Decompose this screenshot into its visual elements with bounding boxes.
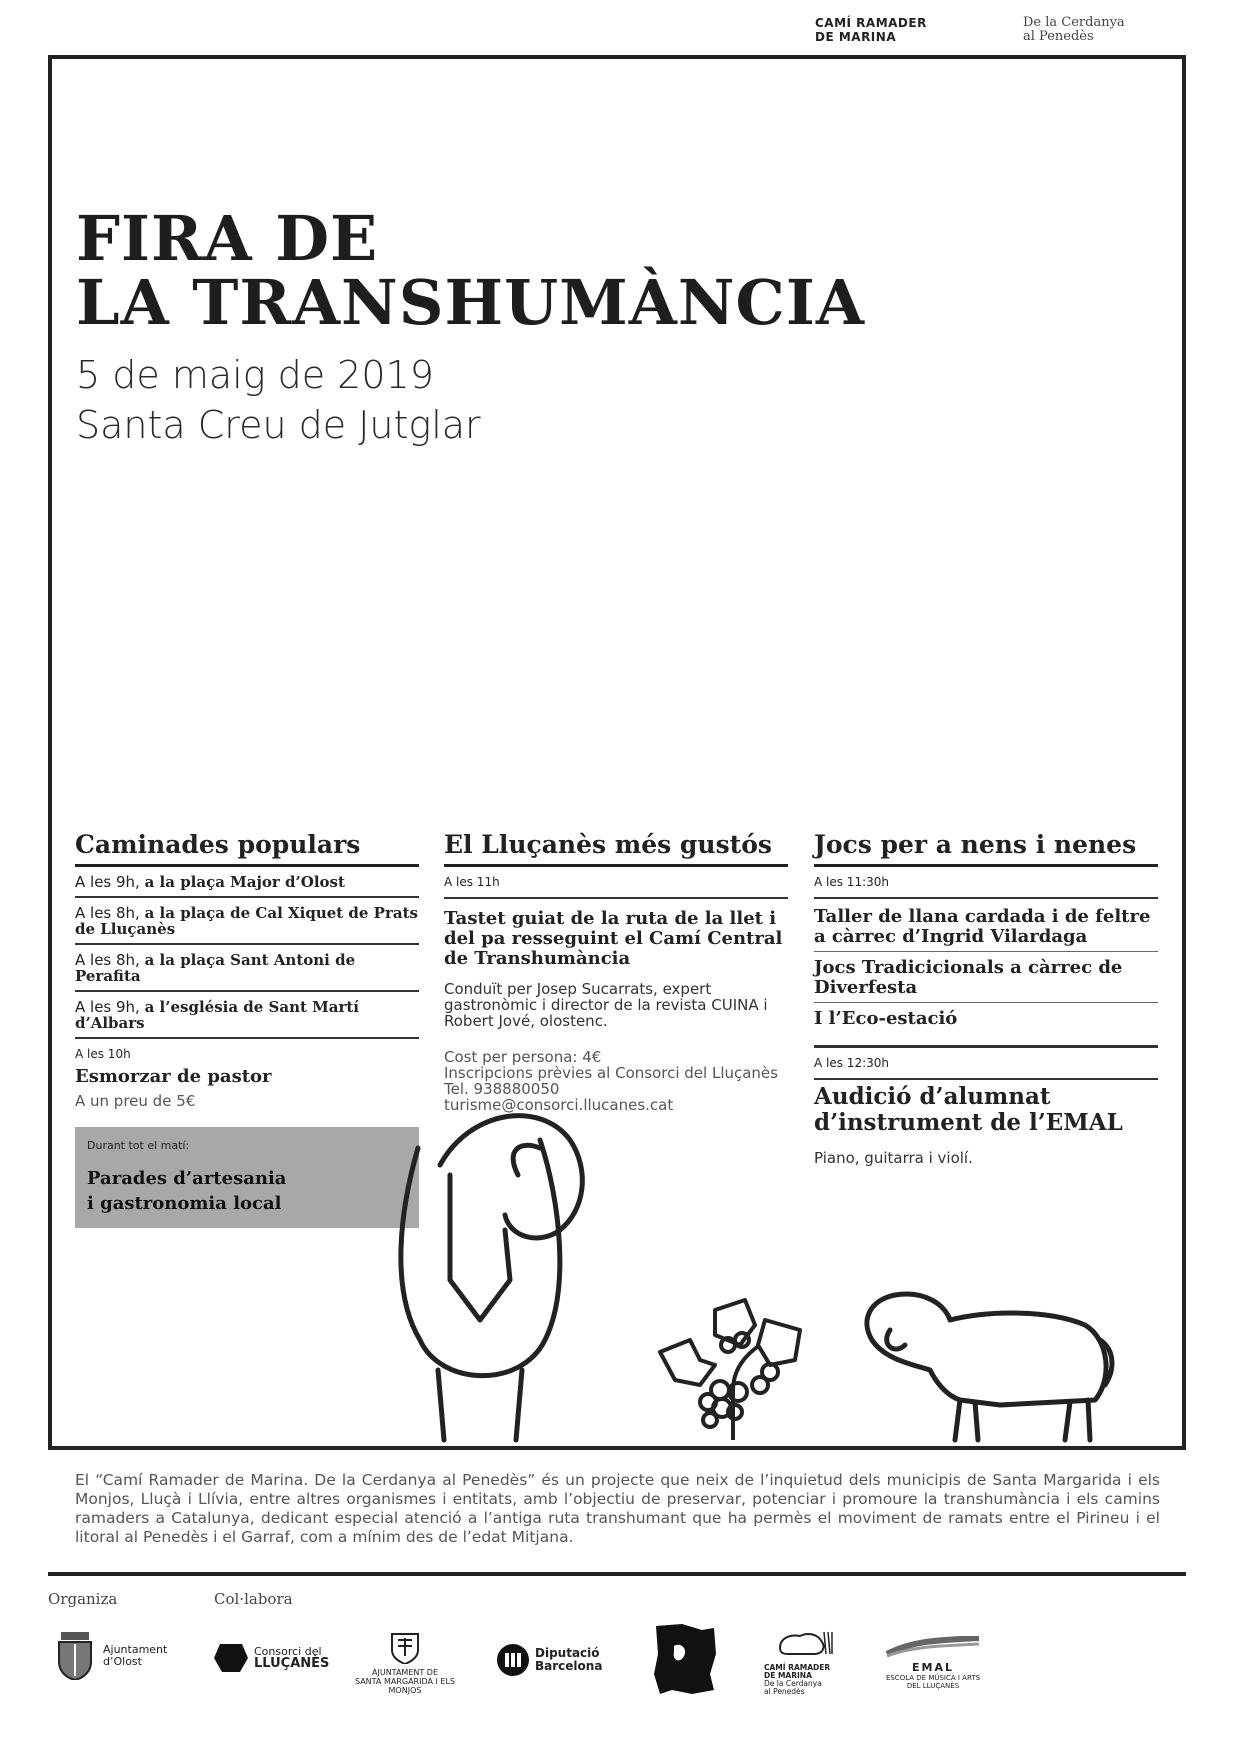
- olost-shield-icon: [55, 1632, 95, 1680]
- title-line-2: LA TRANSHUMÀNCIA: [76, 266, 866, 339]
- consorci-name-2: LLUÇANÈS: [254, 1656, 330, 1671]
- tasting-title: Tastet guiat de la ruta de la llet i del pa resseguint el Camí Central de Transhumància: [444, 908, 783, 969]
- footer-divider: [48, 1572, 1186, 1576]
- monjos-shield-icon: [390, 1630, 420, 1664]
- cami-name-1: CAMÍ RAMADER: [764, 1663, 831, 1672]
- concert-line-1: Audició d’alumnat: [814, 1083, 1051, 1110]
- tasting-email: turisme@consorci.llucanes.cat: [444, 1096, 674, 1114]
- brand-line-1: CAMÍ RAMADER: [815, 16, 927, 30]
- title-line-1: FIRA DE: [76, 202, 379, 275]
- tasting-guide: Conduït per Josep Sucarrats, expert gastronòmic i director de la revista CUINA i Robert Jové, olostenc.: [444, 980, 768, 1030]
- breakfast-time: A les 10h: [75, 1047, 131, 1061]
- concert-sub: Piano, guitarra i violí.: [814, 1149, 973, 1167]
- event-date: 5 de maig de 2019: [76, 353, 434, 397]
- games-time: A les 11:30h: [814, 875, 1158, 899]
- consorci-logo: [214, 1642, 329, 1674]
- route-line-1: De la Cerdanya: [1023, 15, 1125, 30]
- game-item: Jocs Tradicicionals a càrrec de Diverfesta: [814, 952, 1158, 1003]
- concert-line-2: d’instrument de l’EMAL: [814, 1109, 1123, 1136]
- emal-name-2: ESCOLA DE MÚSICA I ARTS: [885, 1674, 981, 1682]
- breakfast-price: A un preu de 5€: [75, 1092, 196, 1110]
- walks-heading: Caminades populars: [75, 828, 419, 867]
- route-line-2: al Penedès: [1023, 29, 1094, 44]
- organiza-label: Organiza: [48, 1590, 118, 1608]
- monjos-logo: [345, 1630, 465, 1695]
- cami-name-2: DE MARINA: [764, 1671, 812, 1680]
- small-sheep-illustration: [867, 1294, 1112, 1440]
- walk-item: A les 8h, a la plaça Sant Antoni de Perafita: [75, 945, 419, 992]
- market-label: Durant tot el matí:: [87, 1139, 190, 1152]
- tasting-cost: Cost per persona: 4€: [444, 1048, 602, 1066]
- market-line-1: Parades d’artesania: [87, 1168, 287, 1189]
- tasting-phone: Tel. 938880050: [444, 1080, 560, 1098]
- emal-name-1: EMAL: [912, 1661, 954, 1674]
- olost-logo: [55, 1632, 167, 1680]
- tasting-heading: El Lluçanès més gustós: [444, 828, 788, 867]
- collabora-label: Col·labora: [214, 1590, 293, 1608]
- olost-name-2: d’Olost: [103, 1655, 142, 1668]
- large-sheep-illustration: [401, 1116, 582, 1440]
- walk-item: A les 8h, a la plaça de Cal Xiquet de Prats de Lluçanès: [75, 898, 419, 945]
- emal-name-3: DEL LLUÇANÈS: [906, 1682, 960, 1690]
- diputacio-name-2: Barcelona: [535, 1659, 603, 1673]
- concert-time: A les 12:30h: [814, 1056, 1158, 1080]
- game-item: I l’Eco-estació: [814, 1003, 1158, 1048]
- map-logo: [652, 1624, 718, 1694]
- emal-wave-icon: [883, 1636, 983, 1658]
- tasting-signup: Inscripcions prèvies al Consorci del Lluçanès: [444, 1064, 778, 1082]
- diputacio-logo: [497, 1644, 602, 1676]
- cami-name-4: al Penedès: [764, 1687, 805, 1696]
- monjos-name-2: SANTA MARGARIDA I ELS MONJOS: [354, 1677, 455, 1695]
- cami-sheep-icon: [774, 1628, 834, 1660]
- consorci-mark-icon: [214, 1642, 248, 1674]
- olost-name-1: Ajuntament: [103, 1643, 168, 1656]
- cami-logo: [764, 1628, 844, 1696]
- game-item: Taller de llana cardada i de feltre a càrrec d’Ingrid Vilardaga: [814, 899, 1158, 952]
- diputacio-name-1: Diputació: [535, 1646, 600, 1660]
- brand-line-2: DE MARINA: [815, 30, 897, 44]
- project-description: El “Camí Ramader de Marina. De la Cerdanya al Penedès” és un projecte que neix de l’inquietud dels municipis de Santa Margarida i els Monjos, Lluçà i Llívia, entre altres organismes i entitats, amb l’objectiu de preservar, potenciar i promoure la transhumància i els camins ramaders a Catalunya, dedicant especial atenció a l’antiga ruta transhumant que ha permès el moviment de ramats entre el Pirineu i el litoral al Penedès i el Garraf, com a mínim des de l’edat Mitjana.: [75, 1471, 1160, 1546]
- emal-logo: [878, 1636, 988, 1690]
- games-heading: Jocs per a nens i nenes: [814, 828, 1158, 867]
- walk-item: A les 9h, a l’església de Sant Martí d’Albars: [75, 992, 419, 1039]
- market-line-2: i gastronomia local: [87, 1193, 282, 1214]
- monjos-name-1: AJUNTAMENT DE: [372, 1668, 438, 1677]
- event-place: Santa Creu de Jutglar: [76, 403, 481, 447]
- consorci-name-1: Consorci del: [254, 1645, 322, 1658]
- map-silhouette-icon: [652, 1624, 718, 1696]
- vine-illustration: [660, 1300, 800, 1440]
- cami-name-3: De la Cerdanya: [764, 1679, 822, 1688]
- walk-item: A les 9h, a la plaça Major d’Olost: [75, 867, 419, 898]
- tasting-time: A les 11h: [444, 875, 788, 899]
- diputacio-mark-icon: [497, 1644, 529, 1676]
- breakfast-title: Esmorzar de pastor: [75, 1066, 272, 1087]
